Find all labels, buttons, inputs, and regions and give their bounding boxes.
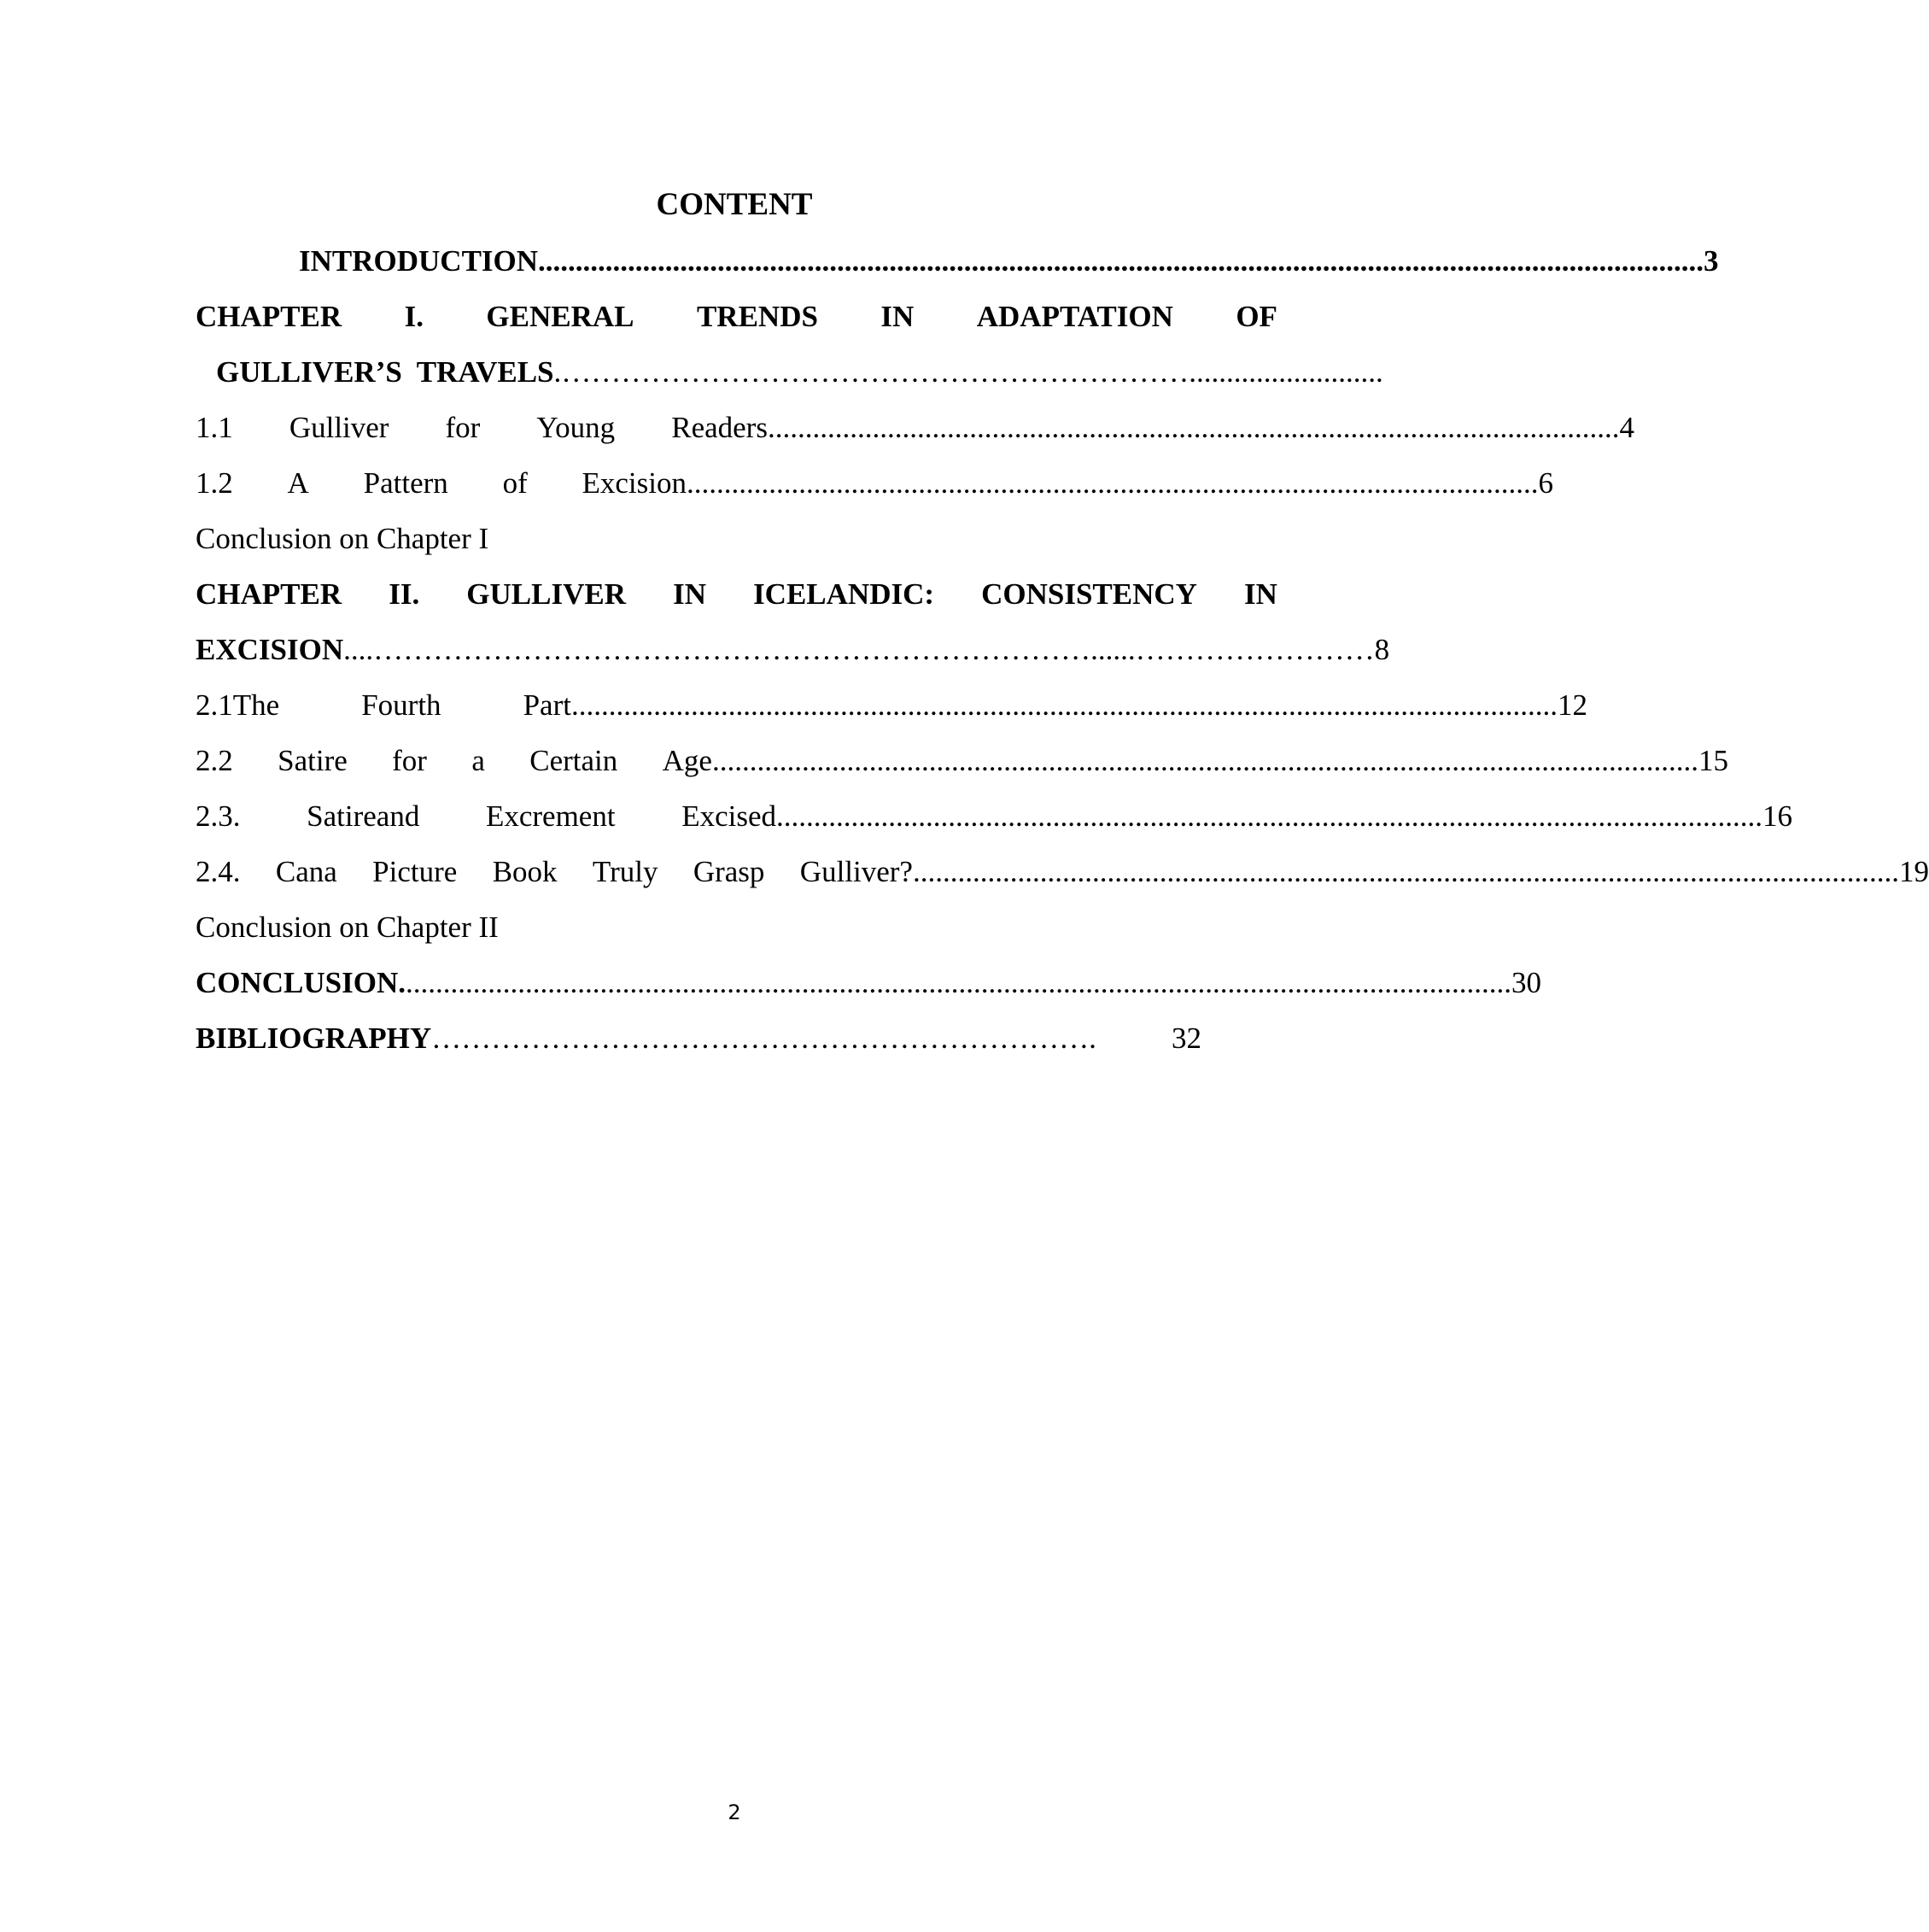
toc-leader-dots: .................................................................................................................................... [571, 688, 1558, 722]
toc-entry-chapter-2-continued [196, 629, 1390, 671]
toc-word: CONSISTENCY [981, 577, 1197, 611]
toc-page-number: 32 [1172, 1022, 1201, 1055]
toc-word: Certain [529, 744, 618, 777]
toc-word: CHAPTER [196, 577, 342, 611]
toc-entry-conclusion-chapter-1: Conclusion on Chapter I [196, 522, 489, 555]
toc-word: of [502, 466, 528, 500]
toc-page-number: 16 [1762, 799, 1792, 833]
toc-leader-dots: .................................................................................................................................... [712, 744, 1698, 777]
toc-word: Grasp [693, 855, 765, 888]
toc-page-number: 15 [1698, 744, 1728, 777]
toc-leader-dots: .................................................................................................................................................... [406, 966, 1512, 999]
toc-leader-dots: .……………………………………………………….......................... [553, 355, 1383, 389]
toc-leader-dots: .................................................................................................................. [687, 466, 1539, 500]
toc-word: 1.2 [196, 466, 233, 500]
toc-entry-2-4 [196, 851, 1929, 893]
toc-page-number: 12 [1558, 688, 1587, 722]
toc-word: Young [536, 411, 616, 444]
toc-page-number: 30 [1511, 966, 1542, 999]
toc-word: Fourth [361, 688, 441, 722]
toc-word: 1.1 [196, 411, 233, 444]
toc-leader-dots: …………………………………………………………. [431, 1022, 1096, 1055]
toc-page-number: 4 [1619, 411, 1634, 444]
toc-word: Gulliver? [799, 855, 913, 888]
toc-leader-dots: .................................................................................................................................... [776, 799, 1762, 833]
toc-page-number: 19 [1899, 855, 1929, 888]
toc-word: Excision [582, 466, 687, 500]
toc-heading: CONTENT [656, 187, 813, 222]
toc-page-number: 8 [1374, 633, 1390, 666]
page-number: 2 [728, 1800, 741, 1824]
toc-word: for [445, 411, 481, 444]
toc-word: 2.3. [196, 799, 241, 833]
toc-word: I. [404, 300, 424, 333]
toc-entry-title: EXCISION [196, 633, 344, 666]
toc-entry-title: INTRODUCTION [299, 244, 539, 278]
toc-word: IN [673, 577, 706, 611]
toc-word: 2.2 [196, 744, 233, 777]
toc-word: Cana [275, 855, 337, 888]
toc-entry-title: CONCLUSION. [196, 966, 406, 999]
toc-word: Picture [372, 855, 458, 888]
toc-word: II. [389, 577, 420, 611]
toc-word: CHAPTER [196, 300, 342, 333]
toc-word: Pattern [363, 466, 448, 500]
toc-entry-conclusion-chapter-2: Conclusion on Chapter II [196, 910, 499, 944]
toc-word: Part [523, 688, 571, 722]
toc-entry-chapter-2 [196, 573, 1277, 616]
toc-leader-dots: .................................................................................................................. [768, 411, 1620, 444]
toc-entry-introduction [299, 240, 1719, 283]
toc-entry-conclusion [196, 962, 1542, 1004]
toc-leader-dots: ............................................................................................................................................................ [538, 244, 1704, 278]
toc-word: OF [1236, 300, 1277, 333]
toc-entry-chapter-1 [196, 296, 1277, 338]
toc-word: TRENDS [696, 300, 818, 333]
toc-word: GULLIVER [466, 577, 626, 611]
toc-word: Truly [592, 855, 658, 888]
toc-page-number: 3 [1704, 244, 1719, 278]
toc-word: Satireand [307, 799, 420, 833]
toc-word: Gulliver [289, 411, 389, 444]
toc-entry-bibliography [196, 1017, 1201, 1060]
toc-entry-title: BIBLIOGRAPHY [196, 1022, 432, 1055]
toc-word: ICELANDIC: [753, 577, 935, 611]
toc-word: Age [662, 744, 712, 777]
toc-word: Excised [681, 799, 776, 833]
toc-word: IN [880, 300, 915, 333]
toc-entry-chapter-1-continued [216, 351, 1383, 394]
toc-page-number: 6 [1538, 466, 1553, 500]
toc-word: a [471, 744, 485, 777]
toc-entry-1-2 [196, 462, 1553, 505]
toc-word: IN [1244, 577, 1277, 611]
toc-word: Book [492, 855, 558, 888]
toc-entry-title: GULLIVER’S TRAVELS [216, 355, 554, 389]
toc-word: Excrement [485, 799, 616, 833]
toc-leader-dots: .................................................................................................................................... [913, 855, 1899, 888]
toc-entry-2-1 [196, 684, 1587, 727]
toc-word: A [287, 466, 309, 500]
toc-word: ADAPTATION [976, 300, 1173, 333]
toc-word: GENERAL [486, 300, 634, 333]
toc-entry-2-2 [196, 740, 1728, 782]
toc-word: Readers [671, 411, 768, 444]
toc-entry-2-3 [196, 795, 1792, 838]
toc-leader-dots: ....………………………………………………………………......…………………… [343, 633, 1375, 666]
toc-word: 2.1The [196, 688, 280, 722]
toc-entry-1-1 [196, 407, 1634, 449]
toc-word: for [392, 744, 427, 777]
toc-word: Satire [278, 744, 348, 777]
toc-word: 2.4. [196, 855, 241, 888]
